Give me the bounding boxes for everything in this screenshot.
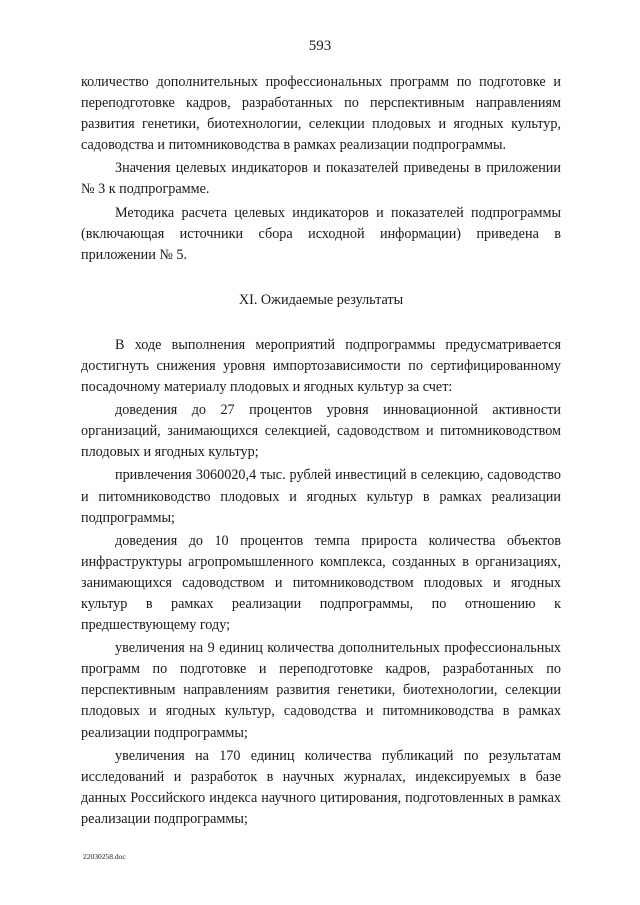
document-body xyxy=(81,72,561,832)
paragraph-results-intro: В ходе выполнения мероприятий подпрограммы предусматривается достигнуть снижения уровня импортозависимости по сертифицированному посадочному материалу плодовых и ягодных культур за счет: xyxy=(81,336,561,396)
paragraph-result-item: доведения до 10 процентов темпа прироста количества объектов инфраструктуры агропромышленного комплекса, созданных в организациях, занимающихся садоводством и питомниководством плодовых и ягодных культур в рамках реализации подпрограммы, по отношению к предшествующему году; xyxy=(81,532,561,634)
page-number: 593 xyxy=(308,38,332,54)
paragraph-indicators: Значения целевых индикаторов и показателей приведены в приложении № 3 к подпрограмме. xyxy=(81,160,561,198)
paragraph-result-item: увеличения на 9 единиц количества дополнительных профессиональных программ по подготовке и переподготовке кадров, разработанных по перспективным направлениям развития генетики, биотехнологии, селекции плодовых и ягодных культур, садоводства и питомниководства в рамках реализации подпрограммы; xyxy=(81,640,561,741)
footer-file-code: 22030258.doc xyxy=(83,852,126,861)
paragraph-methodology: Методика расчета целевых индикаторов и показателей подпрограммы (включающая источники сбора исходной информации) приведена в приложении № 5. xyxy=(81,204,561,263)
paragraph-result-item: увеличения на 170 единиц количества публикаций по результатам исследований и разработок в научных журналах, индексируемых в базе данных Российского индекса научного цитирования, подготовленных в рамках реализации подпрограммы; xyxy=(81,747,561,827)
paragraph-result-item: привлечения 3060020,4 тыс. рублей инвестиций в селекцию, садоводство и питомниководство плодовых и ягодных культур в рамках реализации подпрограммы; xyxy=(81,467,561,526)
section-heading: XI. Ожидаемые результаты xyxy=(238,291,404,308)
paragraph-result-item: доведения до 27 процентов уровня инновационной активности организаций, занимающихся селекцией, садоводством и питомниководством плодовых и ягодных культур; xyxy=(81,402,561,461)
paragraph-continuation: количество дополнительных профессиональных программ по подготовке и переподготовке кадров, разработанных по перспективным направлениям развития генетики, биотехнологии, селекции плодовых и ягодных культур, садоводства и питомниководства в рамках реализации подпрограммы. xyxy=(81,74,561,154)
